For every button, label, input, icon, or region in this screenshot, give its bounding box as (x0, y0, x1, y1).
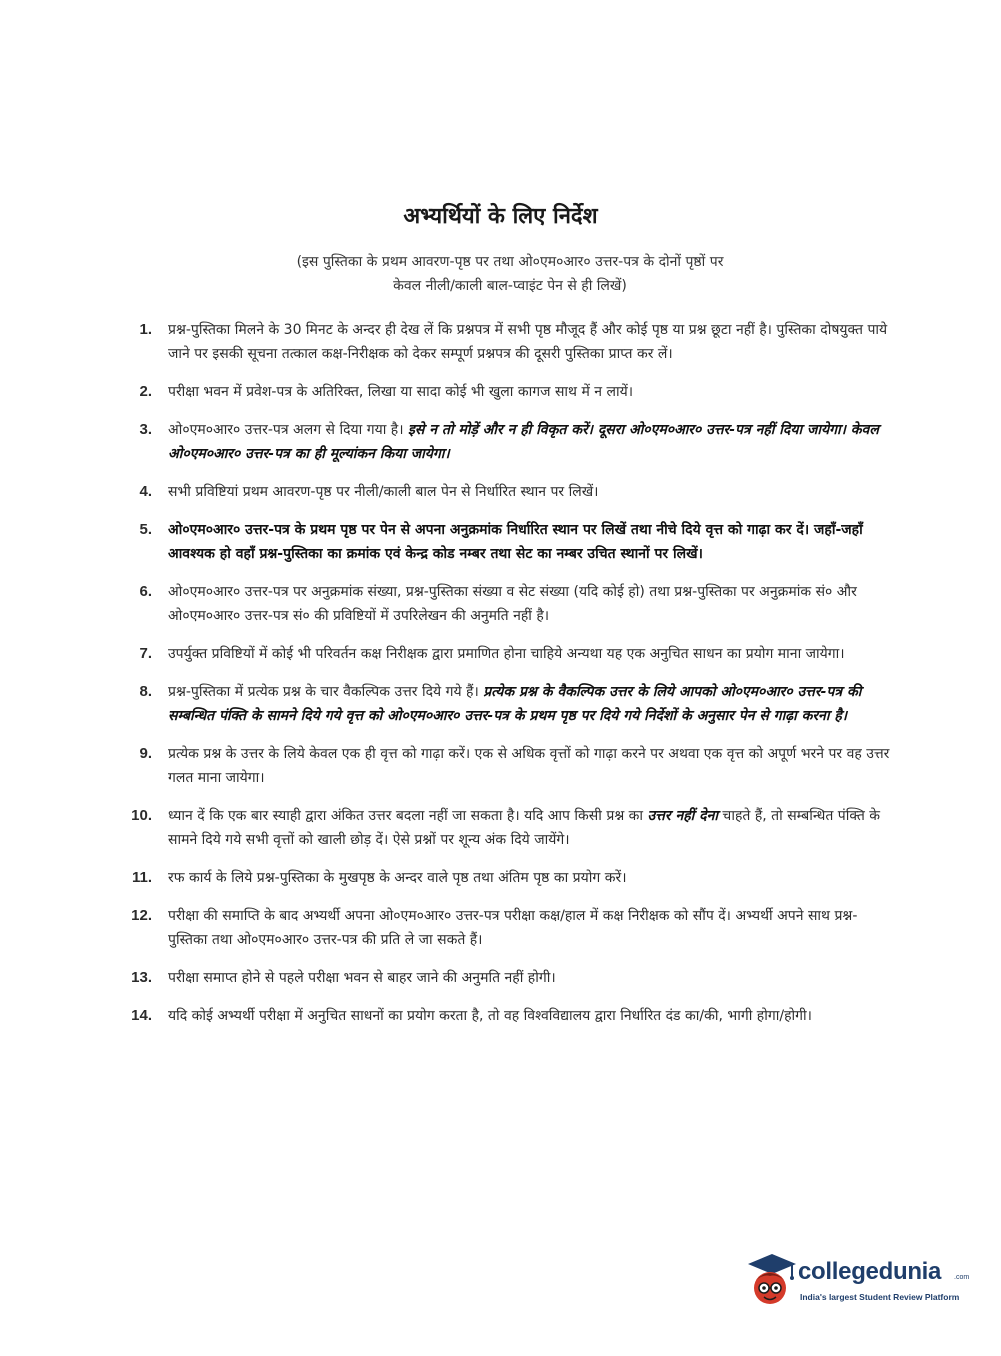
instruction-number: 9. (139, 745, 152, 762)
instruction-text-tail: चाहते हैं, तो सम्बन्धित पंक्ति के सामने दिये गये सभी वृत्तों को खाली छोड़ दें। ऐसे प्रश्नों पर शून्य अंक दिये जायेंगे। (168, 808, 881, 848)
student-mascot-icon (742, 1250, 798, 1310)
instruction-item (118, 966, 893, 990)
instruction-number: 3. (139, 421, 152, 438)
instruction-text: प्रश्न-पुस्तिका मिलने के 30 मिनट के अन्दर ही देख लें कि प्रश्नपत्र में सभी पृष्ठ मौजूद हैं और कोई पृष्ठ या प्रश्न छूटा नहीं है। पुस्तिका दोषयुक्त पाये जाने पर इसकी सूचना तत्काल कक्ष-निरीक्षक को देकर सम्पूर्ण प्रश्नपत्र की दूसरी पुस्तिका प्राप्त कर लें। (168, 322, 888, 362)
instruction-text: परीक्षा समाप्त होने से पहले परीक्षा भवन से बाहर जाने की अनुमति नहीं होगी। (168, 970, 556, 986)
instruction-text: ओ०एम०आर० उत्तर-पत्र अलग से दिया गया है। (168, 422, 408, 438)
instruction-number: 8. (139, 683, 152, 700)
subtitle (200, 250, 820, 298)
logo-wordmark: collegedunia (798, 1258, 942, 1285)
instruction-text: उपर्युक्त प्रविष्टियों में कोई भी परिवर्तन कक्ष निरीक्षक द्वारा प्रमाणित होना चाहिये अन्यथा यह एक अनुचित साधन का प्रयोग माना जायेगा। (168, 646, 845, 662)
instruction-number: 6. (139, 583, 152, 600)
instruction-item (118, 580, 893, 628)
instruction-text: सभी प्रविष्टियां प्रथम आवरण-पृष्ठ पर नीली/काली बाल पेन से निर्धारित स्थान पर लिखें। (168, 484, 599, 500)
subtitle-line-2: केवल नीली/काली बाल-प्वाइंट पेन से ही लिखें) (393, 278, 627, 294)
instruction-number: 14. (131, 1007, 152, 1024)
instruction-number: 7. (139, 645, 152, 662)
instruction-text: यदि कोई अभ्यर्थी परीक्षा में अनुचित साधनों का प्रयोग करता है, तो वह विश्वविद्यालय द्वारा निर्धारित दंड का/की, भागी होगा/होगी। (168, 1008, 812, 1024)
logo-tld: .com (954, 1274, 970, 1281)
instruction-number: 11. (131, 869, 152, 886)
instruction-item (118, 642, 893, 666)
instructions-list (118, 318, 893, 1042)
instruction-item (118, 480, 893, 504)
instruction-number: 1. (139, 321, 152, 338)
instruction-text: रफ कार्य के लिये प्रश्न-पुस्तिका के मुखपृष्ठ के अन्दर वाले पृष्ठ तथा अंतिम पृष्ठ का प्रयोग करें। (168, 870, 627, 886)
instruction-item (118, 418, 893, 466)
instruction-text: प्रत्येक प्रश्न के उत्तर के लिये केवल एक ही वृत्त को गाढ़ा करें। एक से अधिक वृत्तों को गाढ़ा करने पर अथवा एक वृत्त को अपूर्ण भरने पर वह उत्तर गलत माना जायेगा। (168, 746, 890, 786)
instruction-item (118, 1004, 893, 1028)
instruction-item (118, 518, 893, 566)
instruction-number: 5. (139, 521, 152, 538)
instruction-item (118, 742, 893, 790)
instruction-item (118, 680, 893, 728)
instruction-number: 10. (131, 807, 152, 824)
page-title: अभ्यर्थियों के लिए निर्देश (403, 204, 598, 229)
instruction-item (118, 318, 893, 366)
instruction-number: 4. (139, 483, 152, 500)
logo-tagline: India's largest Student Review Platform (800, 1292, 960, 1302)
instruction-number: 2. (139, 383, 152, 400)
instruction-item (118, 804, 893, 852)
instruction-text: ओ०एम०आर० उत्तर-पत्र पर अनुक्रमांक संख्या, प्रश्न-पुस्तिका संख्या व सेट संख्या (यदि कोई हो) तथा प्रश्न-पुस्तिका पर अनुक्रमांक सं० और ओ०एम०आर० उत्तर-पत्र सं० की प्रविष्टियों में उपरिलेखन की अनुमति नहीं है। (168, 584, 857, 624)
instruction-emphasis: प्रत्येक प्रश्न के वैकल्पिक उत्तर के लिये आपको ओ०एम०आर० उत्तर-पत्र की सम्बन्धित पंक्ति के सामने दिये गये वृत्त को ओ०एम०आर० उत्तर-पत्र के प्रथम पृष्ठ पर दिये गये निर्देशों के अनुसार पेन से गाढ़ा करना है। (168, 684, 862, 724)
collegedunia-logo[interactable] (742, 1250, 972, 1310)
instruction-emphasis: उत्तर नहीं देना (647, 808, 718, 824)
instruction-item (118, 380, 893, 404)
instruction-number: 13. (131, 969, 152, 986)
instruction-item (118, 904, 893, 952)
instruction-text: प्रश्न-पुस्तिका में प्रत्येक प्रश्न के चार वैकल्पिक उत्तर दिये गये हैं। (168, 684, 484, 700)
instruction-item (118, 866, 893, 890)
instruction-number: 12. (131, 907, 152, 924)
instruction-text: परीक्षा की समाप्ति के बाद अभ्यर्थी अपना ओ०एम०आर० उत्तर-पत्र परीक्षा कक्ष/हाल में कक्ष निरीक्षक को सौंप दें। अभ्यर्थी अपने साथ प्रश्न-पुस्तिका तथा ओ०एम०आर० उत्तर-पत्र की प्रति ले जा सकते हैं। (168, 908, 858, 948)
instruction-text: परीक्षा भवन में प्रवेश-पत्र के अतिरिक्त, लिखा या सादा कोई भी खुला कागज साथ में न लायें। (168, 384, 634, 400)
instruction-emphasis: इसे न तो मोड़ें और न ही विकृत करें। दूसरा ओ०एम०आर० उत्तर-पत्र नहीं दिया जायेगा। केवल ओ०एम०आर० उत्तर-पत्र का ही मूल्यांकन किया जायेगा। (168, 422, 879, 462)
subtitle-line-1: (इस पुस्तिका के प्रथम आवरण-पृष्ठ पर तथा ओ०एम०आर० उत्तर-पत्र के दोनों पृष्ठों पर (296, 254, 724, 270)
instruction-text: ध्यान दें कि एक बार स्याही द्वारा अंकित उत्तर बदला नहीं जा सकता है। यदि आप किसी प्रश्न का (168, 808, 648, 824)
instruction-text: ओ०एम०आर० उत्तर-पत्र के प्रथम पृष्ठ पर पेन से अपना अनुक्रमांक निर्धारित स्थान पर लिखें तथा नीचे दिये वृत्त को गाढ़ा कर दें। जहाँ-जहाँ आवश्यक हो वहाँ प्रश्न-पुस्तिका का क्रमांक एवं केन्द्र कोड नम्बर तथा सेट का नम्बर उचित स्थानों पर लिखें। (168, 522, 863, 562)
